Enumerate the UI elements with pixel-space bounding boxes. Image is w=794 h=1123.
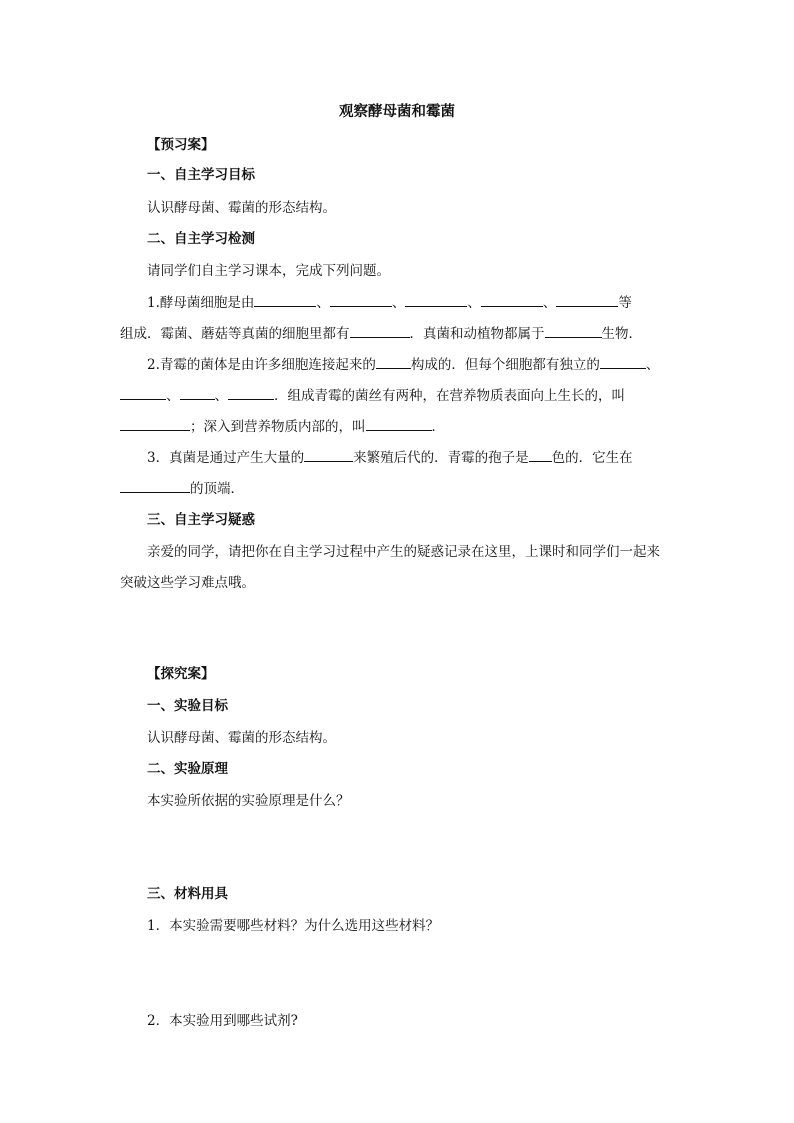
separator: 、 bbox=[166, 388, 180, 404]
question-2-text-e: ． bbox=[431, 419, 445, 435]
separator: 、 bbox=[467, 295, 481, 311]
question-2-text-a: 2.青霉的菌体是由许多细胞连接起来的 bbox=[147, 357, 376, 373]
preview-goal-heading: 一、自主学习目标 bbox=[147, 167, 255, 183]
separator: 、 bbox=[214, 388, 228, 404]
preview-goal-text: 认识酵母菌、霉菌的形态结构。 bbox=[147, 200, 336, 216]
answer-blank[interactable] bbox=[376, 355, 411, 369]
explore-section-header: 【探究案】 bbox=[147, 666, 215, 682]
question-3-text-c: 色的．它生在 bbox=[551, 450, 633, 466]
question-1-line-2 bbox=[120, 324, 642, 343]
preview-doubt-heading: 三、自主学习疑惑 bbox=[147, 512, 255, 528]
answer-blank[interactable] bbox=[120, 386, 166, 400]
separator: 、 bbox=[391, 295, 406, 311]
answer-blank[interactable] bbox=[600, 355, 646, 369]
question-2-line-3 bbox=[120, 417, 445, 436]
answer-blank[interactable] bbox=[545, 324, 602, 338]
question-3-text-b: 来繁殖后代的．青霉的孢子是 bbox=[353, 450, 529, 466]
question-1-text-e: 生物． bbox=[601, 326, 642, 342]
question-3-line-1 bbox=[147, 448, 633, 467]
answer-blank[interactable] bbox=[254, 293, 316, 307]
question-1-text-a: 1.酵母菌细胞是由 bbox=[147, 295, 255, 311]
separator: 、 bbox=[316, 295, 330, 311]
answer-blank[interactable] bbox=[120, 479, 190, 493]
explore-goal-text: 认识酵母菌、霉菌的形态结构。 bbox=[147, 730, 336, 746]
question-3-text-d: 的顶端． bbox=[190, 481, 244, 497]
preview-section-header: 【预习案】 bbox=[147, 137, 215, 153]
question-1-line-1 bbox=[147, 293, 632, 312]
question-2-text-c: ．组成青霉的菌丝有两种，在营养物质表面向上生长的，叫 bbox=[274, 388, 625, 404]
question-1-text-c: 组成．霉菌、蘑菇等真菌的细胞里都有 bbox=[120, 326, 350, 342]
answer-blank[interactable] bbox=[350, 324, 410, 338]
explore-goal-heading: 一、实验目标 bbox=[147, 698, 228, 714]
answer-blank[interactable] bbox=[481, 293, 543, 307]
answer-blank[interactable] bbox=[330, 293, 392, 307]
question-2-line-1 bbox=[147, 355, 659, 374]
explore-materials-heading: 三、材料用具 bbox=[147, 886, 228, 902]
question-2-line-2 bbox=[120, 386, 625, 405]
question-1-text-b: 等 bbox=[618, 295, 632, 311]
answer-blank[interactable] bbox=[304, 448, 353, 462]
explore-materials-question-2: 2．本实验用到哪些试剂? bbox=[147, 1013, 298, 1029]
preview-check-intro: 请同学们自主学习课本，完成下列问题。 bbox=[147, 263, 390, 279]
question-3-line-2 bbox=[120, 479, 244, 498]
preview-check-heading: 二、自主学习检测 bbox=[147, 231, 255, 247]
answer-blank[interactable] bbox=[366, 417, 432, 431]
question-3-text-a: 3．真菌是通过产生大量的 bbox=[147, 450, 305, 466]
answer-blank[interactable] bbox=[180, 386, 215, 400]
explore-principle-text: 本实验所依据的实验原理是什么？ bbox=[147, 793, 350, 809]
preview-doubt-text-1: 亲爱的同学，请把你在自主学习过程中产生的疑惑记录在这里，上课时和同学们一起来 bbox=[147, 544, 660, 560]
separator: 、 bbox=[542, 295, 557, 311]
answer-blank[interactable] bbox=[120, 417, 190, 431]
explore-principle-heading: 二、实验原理 bbox=[147, 761, 228, 777]
answer-blank[interactable] bbox=[529, 448, 552, 462]
answer-blank[interactable] bbox=[405, 293, 467, 307]
preview-doubt-text-2: 突破这些学习难点哦。 bbox=[120, 575, 255, 591]
question-2-text-d: ；深入到营养物质内部的，叫 bbox=[190, 419, 366, 435]
page-title: 观察酵母菌和霉菌 bbox=[339, 103, 455, 120]
question-2-text-b: 构成的．但每个细胞都有独立的 bbox=[410, 357, 600, 373]
separator: 、 bbox=[645, 357, 660, 373]
explore-materials-question-1: 1．本实验需要哪些材料？为什么选用这些材料？ bbox=[147, 918, 440, 934]
answer-blank[interactable] bbox=[228, 386, 274, 400]
answer-blank[interactable] bbox=[556, 293, 618, 307]
question-1-text-d: ．真菌和动植物都属于 bbox=[409, 326, 545, 342]
